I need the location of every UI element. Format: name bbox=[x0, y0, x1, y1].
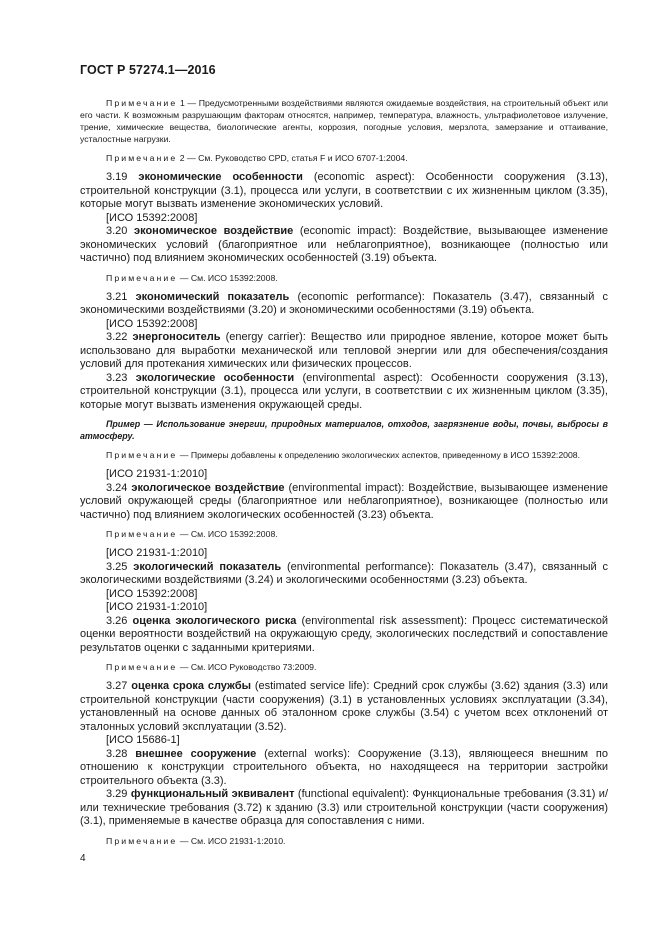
source-3-25-b: [ИСО 21931-1:2010] bbox=[106, 601, 208, 613]
term-3-27: 3.27 оценка срока службы (estimated service life): Средний срок службы (3.62) здания (3.3) или строительной конструкции (части сооружения) (3.1) в установленных условиях эксплуатации (3.34), установленный на основе данных об эталонном сроке службы (3.54) с учетом всех отклонений от эталонных условий эксплуатации (3.52). bbox=[80, 680, 608, 733]
note-label: Примечание bbox=[106, 153, 178, 163]
source-3-27: [ИСО 15686-1] bbox=[106, 734, 180, 746]
note-3-29: Примечание — См. ИСО 21931-1:2010. bbox=[106, 835, 286, 846]
page-content bbox=[80, 97, 608, 854]
source-before-3-24: [ИСО 21931-1:2010] bbox=[106, 468, 208, 480]
source-3-21: [ИСО 15392:2008] bbox=[106, 317, 198, 330]
source-3-25-a: [ИСО 15392:2008] bbox=[106, 587, 198, 600]
term-3-26: 3.26 оценка экологического риска (environmental risk assessment): Процесс систематической оценки вероятности воздействий на окружающую среду, экологических последствий и сопоставление результатов оценки с заданными критериями. bbox=[80, 614, 609, 654]
page-number: 4 bbox=[80, 853, 86, 864]
note-label: Примечание bbox=[106, 98, 178, 108]
term-3-24: 3.24 экологическое воздействие (environmental impact): Воздействие, вызывающее изменение условий окружающей среды (благоприятное или неблагоприятное), возникающее (полностью или частично) под влиянием экологических особенностей (3.23) объекта. bbox=[80, 481, 609, 521]
term-3-20: 3.20 экономическое воздействие (economic impact): Воздействие, вызывающее изменение экономических условий (благоприятное или неблагоприятное), возникающее (полностью или частично) под влиянием экономических особенностей (3.19) объекта. bbox=[80, 225, 608, 264]
note-3-26: Примечание — См. ИСО Руководство 73:2009. bbox=[106, 662, 317, 672]
example-3-23: Пример — Использование энергии, природных материалов, отходов, загрязнение воды, почвы, выбросы в атмосферу. bbox=[80, 419, 608, 441]
note-1: Примечание 1 — Предусмотренными воздействиями являются ожидаемые воздействия, на строительный объект или его части. К возможным разрушающим факторам относятся, например, температура, влажность, ультрафиолетовое излучение, трение, химические вещества, биологические агенты, коррозия, погодные условия, мерзлота, замерзание и оттаивание, усталостные нагрузки. bbox=[80, 98, 609, 144]
page-header: ГОСТ Р 57274.1—2016 bbox=[80, 63, 216, 77]
note-3-23: Примечание — Примеры добавлены к определению экологических аспектов, приведенному в ИСО 15392:2008. bbox=[106, 450, 581, 460]
source-3-19: [ИСО 15392:2008] bbox=[106, 211, 198, 224]
term-3-19: 3.19 экономические особенности (economic aspect): Особенности сооружения (3.13), строительной конструкции (3.1), процесса или услуги, в соответствии с их жизненным циклом (3.35), которые могут вызвать изменение экономических условий. bbox=[80, 171, 608, 210]
note-3-24: Примечание — См. ИСО 15392:2008. bbox=[106, 529, 278, 539]
term-3-22: 3.22 энергоноситель (energy carrier): Вещество или природное явление, которое может быть использовано для выработки механической или тепловой энергии или для обеспечения/создания условий для протекания химических или физических процессов. bbox=[80, 331, 608, 370]
source-before-3-25: [ИСО 21931-1:2010] bbox=[106, 547, 208, 559]
term-3-23: 3.23 экологические особенности (environmental aspect): Особенности сооружения (3.13), строительной конструкции (3.1), процесса или услуги, в соответствии с их жизненным циклом (3.35), которые могут вызвать изменения окружающей среды. bbox=[80, 371, 608, 411]
term-3-21: 3.21 экономический показатель (economic performance): Показатель (3.47), связанный с экономическими воздействиями (3.20) и экономическими особенностями (3.19) объекта. bbox=[80, 290, 608, 316]
note-2: Примечание 2 — См. Руководство CPD, статья F и ИСО 6707-1:2004. bbox=[106, 153, 408, 163]
note-3-20: Примечание — См. ИСО 15392:2008. bbox=[106, 272, 278, 283]
term-3-25: 3.25 экологический показатель (environmental performance): Показатель (3.47), связанный с экологическими воздействиями (3.24) и экологическими особенностями (3.23) объекта. bbox=[80, 560, 608, 586]
term-3-28: 3.28 внешнее сооружение (external works): Сооружение (3.13), являющееся внешним по отношению к конструкции строительного объекта, но находящееся на территории застройки строительного объекта (3.3). bbox=[80, 747, 608, 787]
term-3-29: 3.29 функциональный эквивалент (functional equivalent): Функциональные требования (3.31) и/или технические требования (3.72) к зданию (3.3) или строительной конструкции (части сооружения) (3.1), применяемые в качестве образца для сопоставления с ними. bbox=[80, 788, 609, 827]
